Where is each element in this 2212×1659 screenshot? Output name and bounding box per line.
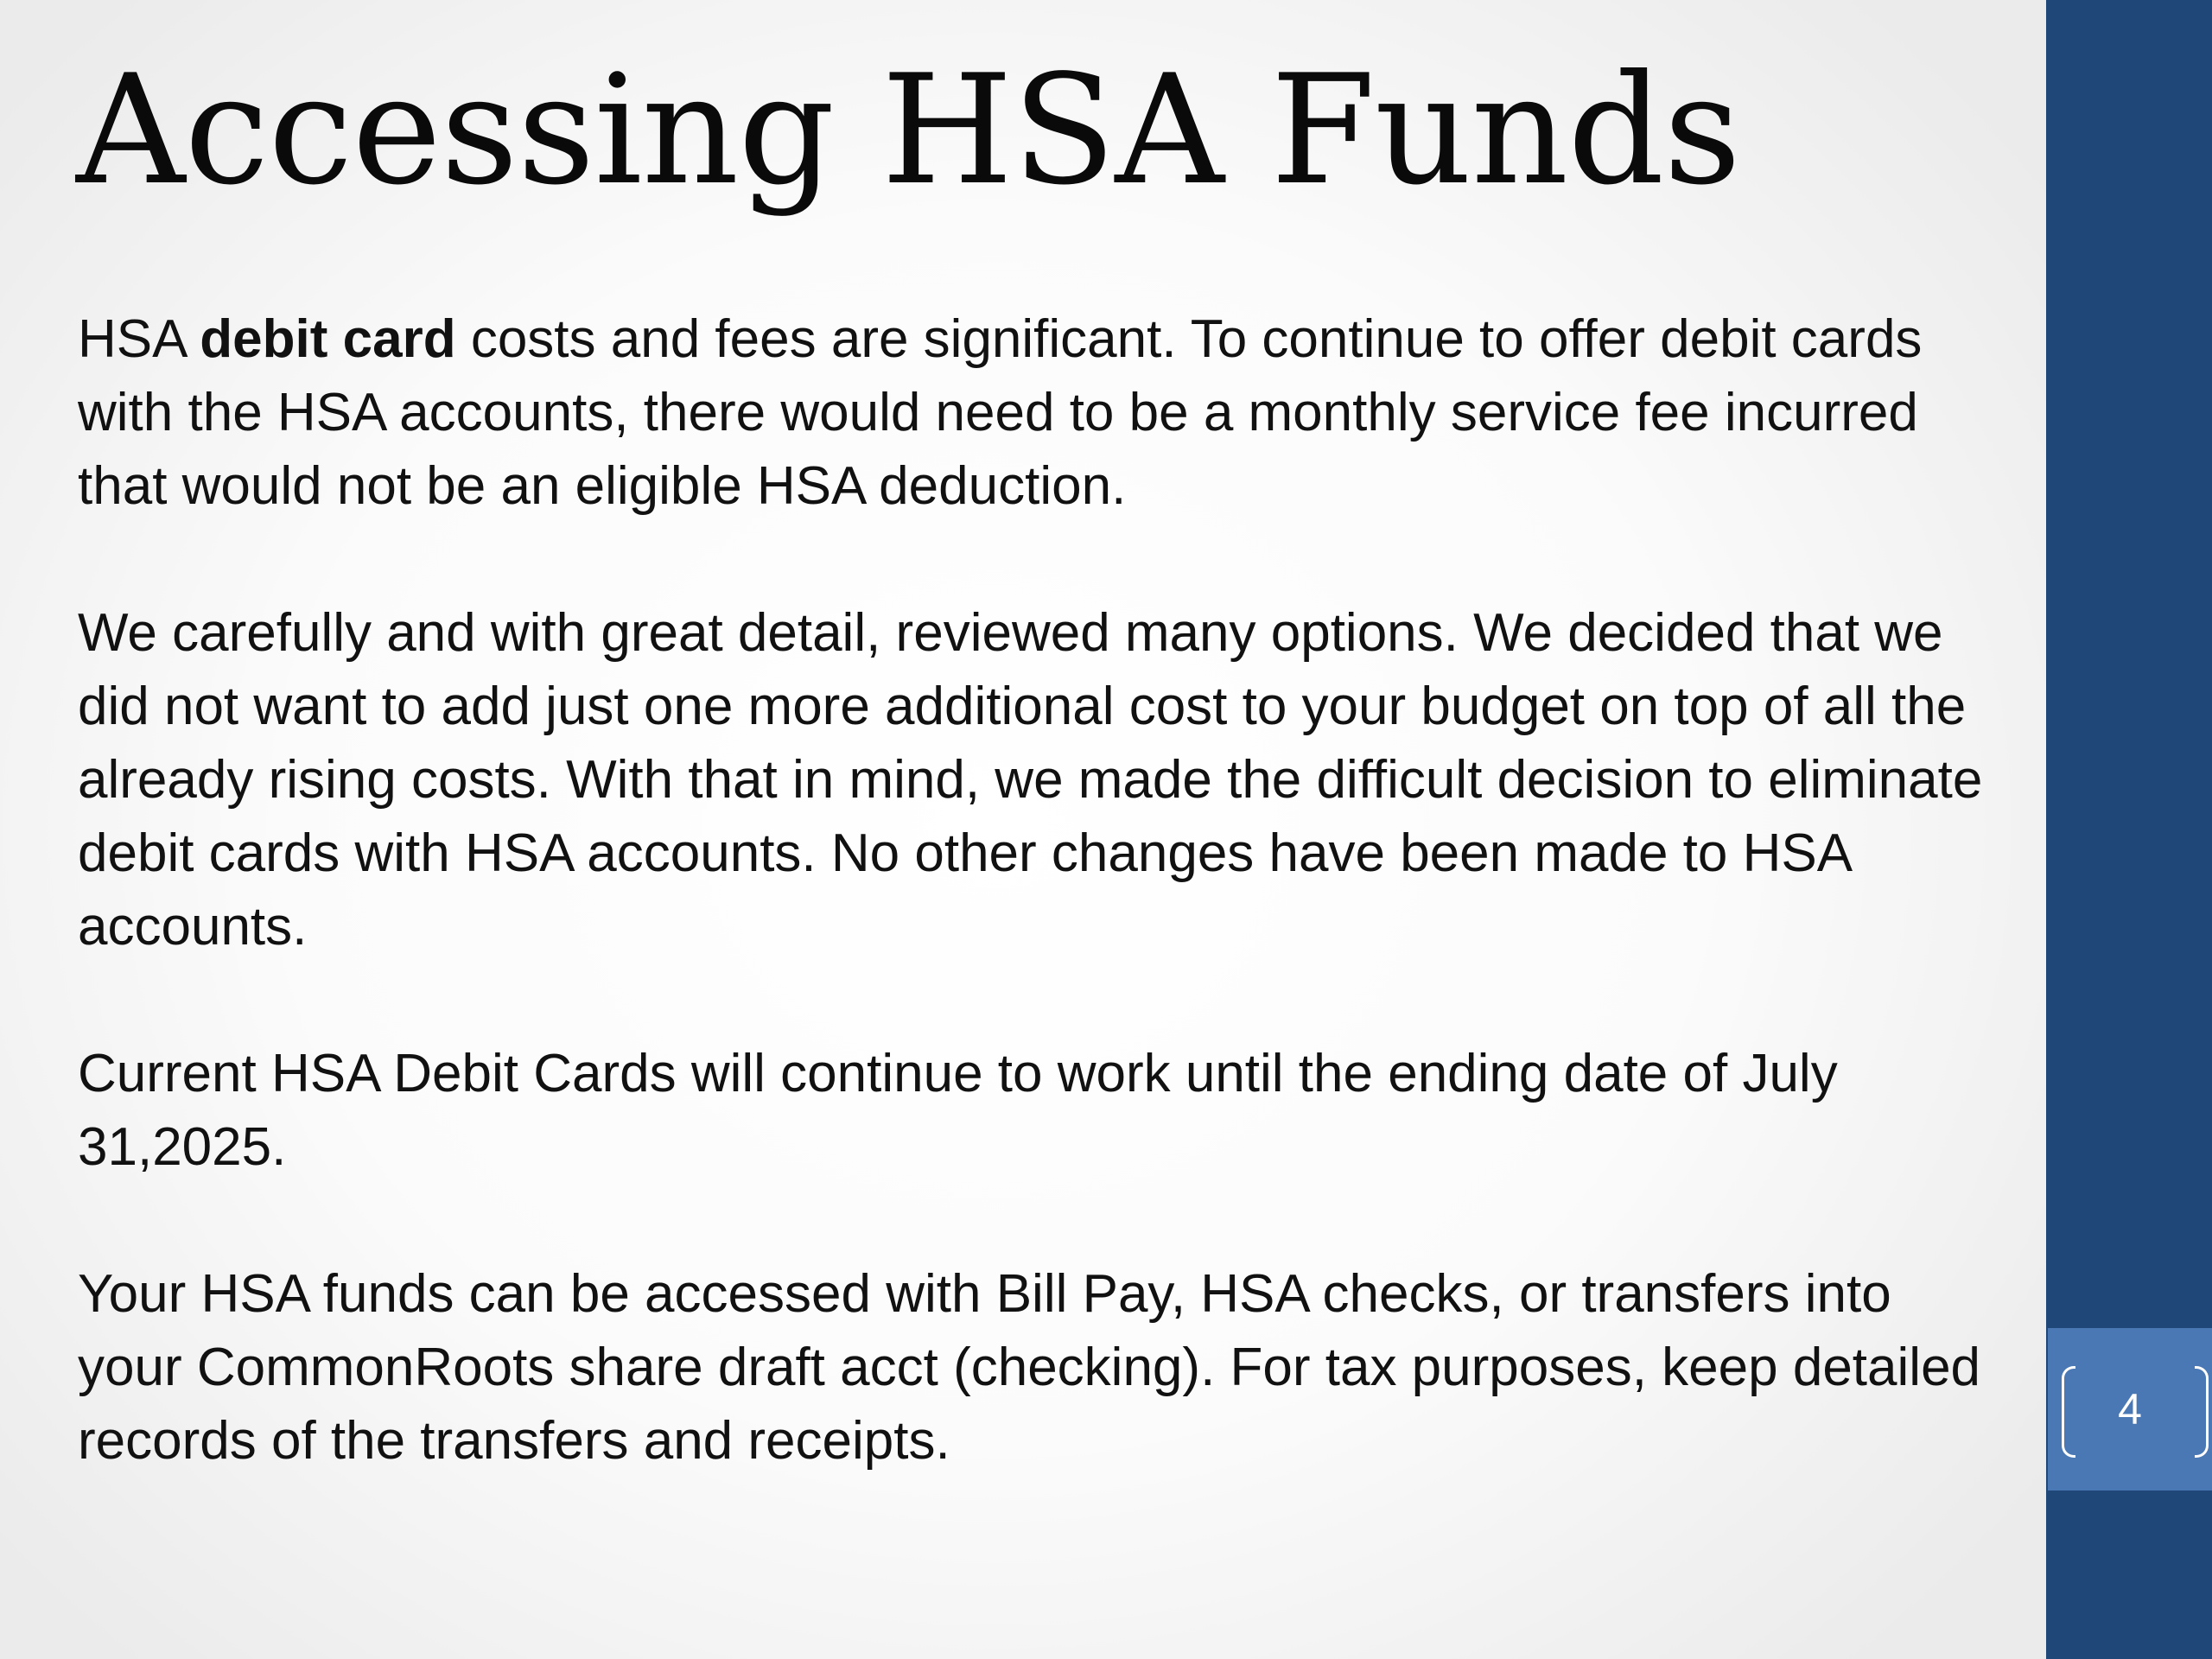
slide-body	[78, 302, 2005, 1478]
right-bracket-icon	[2195, 1366, 2209, 1458]
paragraph-1-after: costs and fees are significant. To continue to offer debit cards with the HSA accounts, there would need to be a monthly service fee incurred that would not be an eligible HSA deduction.	[78, 309, 1923, 516]
paragraph-1-bold: debit card	[200, 309, 456, 369]
slide-title: Accessing HSA Funds	[76, 43, 1741, 219]
paragraph-end-date: Current HSA Debit Cards will continue to work until the ending date of July 31,2025.	[78, 1044, 1838, 1177]
paragraph-1-before: HSA	[78, 309, 200, 369]
page-number-box	[2048, 1328, 2212, 1491]
page-number: 4	[2118, 1385, 2142, 1433]
paragraph-access-methods: Your HSA funds can be accessed with Bill Pay, HSA checks, or transfers into your CommonRoots share draft acct (checking). For tax purposes, keep detailed records of the transfers and receipts.	[78, 1264, 1981, 1471]
paragraph-decision: We carefully and with great detail, reviewed many options. We decided that we did not want to add just one more additional cost to your budget on top of all the already rising costs. With that in mind, we made the difficult decision to eliminate debit cards with HSA accounts. No other changes have been made to HSA accounts.	[78, 603, 1983, 957]
paragraph-debit-card-fees	[78, 302, 2005, 523]
